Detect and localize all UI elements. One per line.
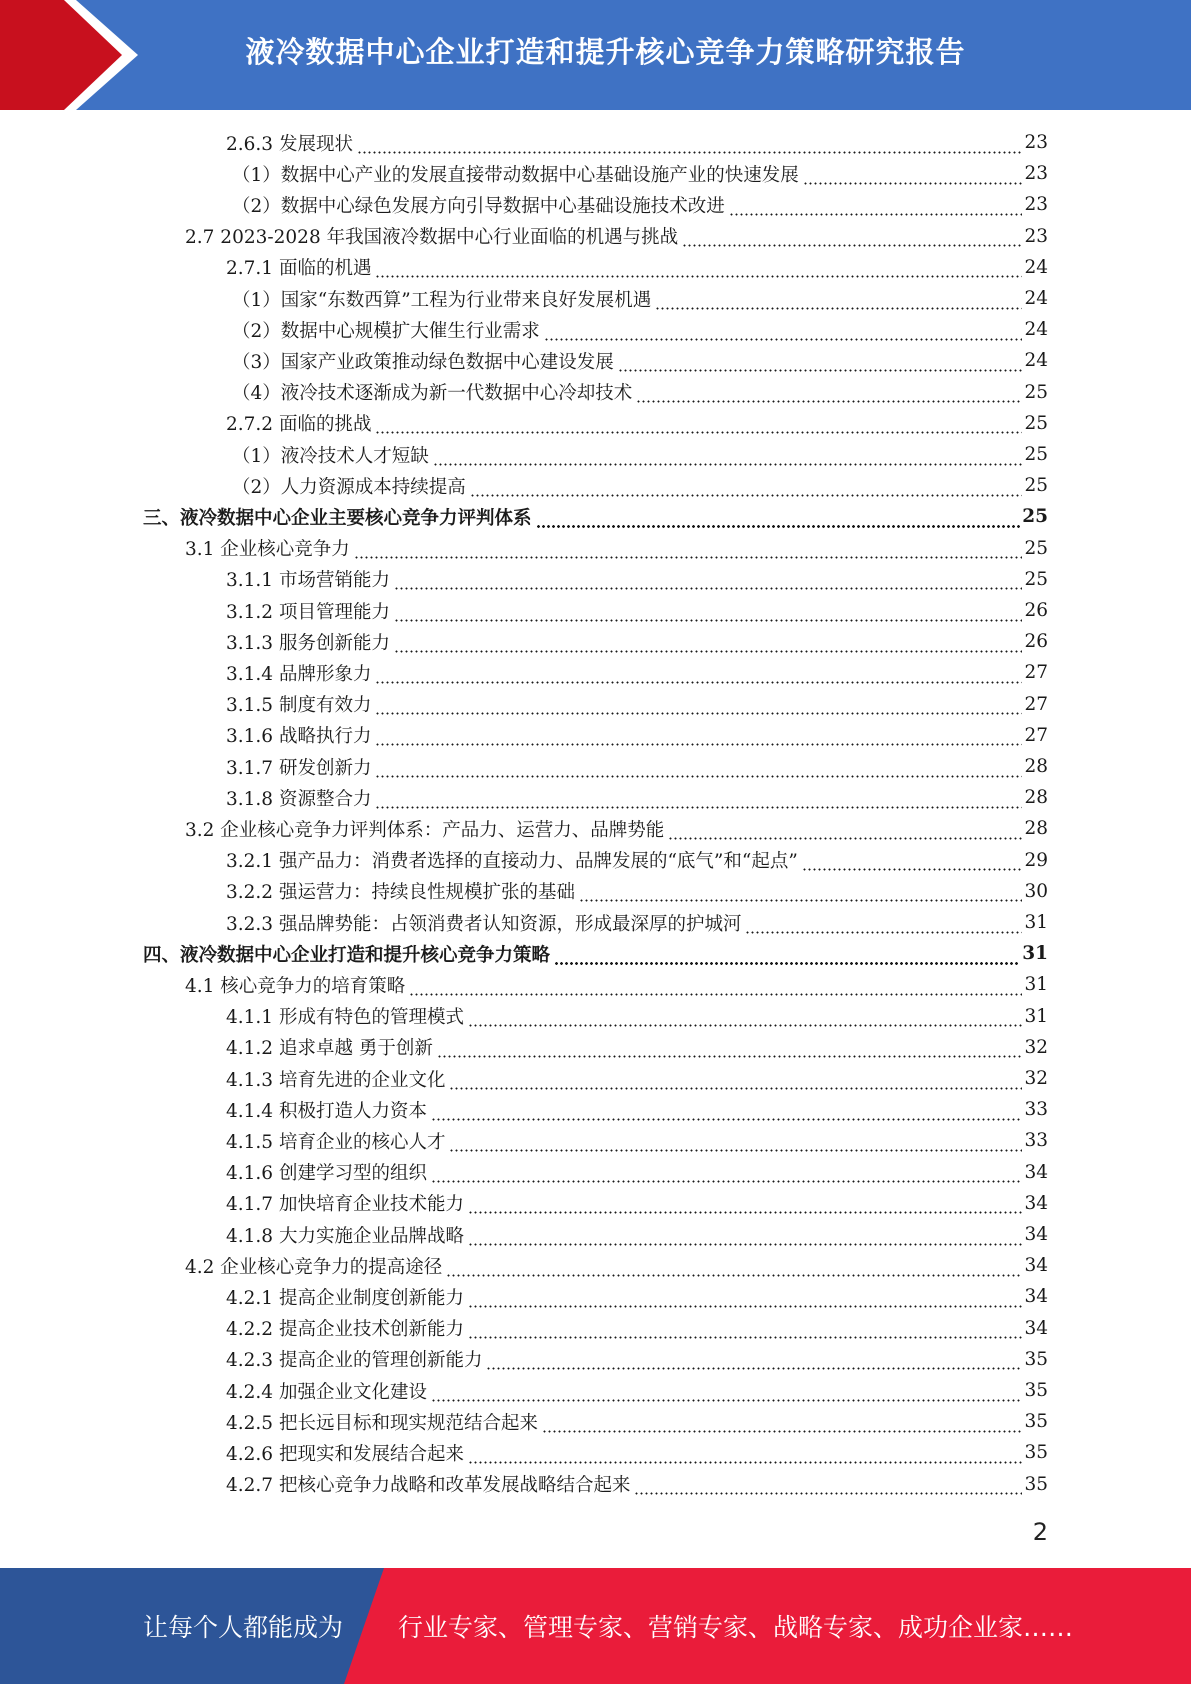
toc-entry[interactable] [226, 782, 1048, 813]
toc-entry-page: 26 [1024, 600, 1048, 621]
toc-entry-title: 4.2.5 把长远目标和现实规范结合起来 [226, 1412, 538, 1434]
toc-entry[interactable] [226, 1219, 1048, 1250]
toc-entry[interactable] [226, 1001, 1048, 1032]
toc-dot-leader [554, 946, 1020, 966]
toc-dot-leader [394, 603, 1022, 623]
toc-dot-leader [802, 852, 1023, 872]
toc-dot-leader [431, 1164, 1022, 1184]
toc-entry-title: （1）国家“东数西算”工程为行业带来良好发展机遇 [232, 289, 652, 311]
toc-dot-leader [375, 259, 1022, 279]
toc-entry[interactable] [232, 377, 1048, 408]
toc-entry-title: 3.1.2 项目管理能力 [226, 601, 390, 623]
toc-entry[interactable] [226, 845, 1048, 876]
toc-dot-leader [449, 1133, 1022, 1153]
toc-entry[interactable] [226, 252, 1048, 283]
toc-dot-leader [468, 1445, 1022, 1465]
toc-entry-page: 28 [1024, 787, 1048, 809]
toc-entry-page: 34 [1024, 1255, 1048, 1277]
toc-entry-page: 32 [1024, 1036, 1048, 1058]
toc-entry[interactable] [226, 626, 1048, 657]
toc-entry[interactable] [226, 751, 1048, 782]
toc-entry[interactable] [226, 1094, 1048, 1125]
toc-entry-title: 2.6.3 发展现状 [226, 133, 353, 155]
toc-entry-page: 34 [1024, 1161, 1048, 1183]
toc-entry[interactable] [232, 314, 1048, 345]
toc-entry-page: 23 [1024, 225, 1048, 247]
toc-entry[interactable] [226, 1344, 1048, 1375]
toc-entry[interactable] [226, 876, 1048, 907]
toc-entry-title: 3.1.6 战略执行力 [226, 726, 372, 748]
toc-entry[interactable] [226, 1375, 1048, 1406]
toc-entry-title: 4.2 企业核心竞争力的提高途径 [185, 1256, 443, 1278]
toc-entry[interactable] [143, 938, 1048, 969]
toc-entry[interactable] [232, 158, 1048, 189]
toc-entry[interactable] [226, 408, 1048, 439]
toc-dot-leader [375, 727, 1022, 747]
toc-entry-title: 2.7.1 面临的机遇 [226, 258, 372, 280]
toc-entry-title: 4.2.4 加强企业文化建设 [226, 1381, 427, 1403]
toc-dot-leader [542, 1414, 1022, 1434]
toc-dot-leader [470, 478, 1023, 498]
toc-entry-page: 24 [1024, 350, 1048, 372]
toc-entry-page: 34 [1024, 1192, 1048, 1214]
toc-entry-page: 35 [1024, 1442, 1048, 1464]
header-banner [0, 0, 1191, 110]
toc-entry[interactable] [226, 1281, 1048, 1312]
toc-entry-title: 3.1.4 品牌形象力 [226, 663, 372, 685]
toc-entry-page: 27 [1024, 724, 1048, 746]
toc-entry[interactable] [185, 533, 1048, 564]
toc-entry-page: 26 [1024, 631, 1048, 653]
toc-entry[interactable] [185, 1250, 1048, 1281]
toc-entry-page: 30 [1024, 880, 1048, 902]
toc-dot-leader [375, 665, 1022, 685]
toc-dot-leader [354, 540, 1023, 560]
toc-entry-page: 24 [1024, 256, 1048, 278]
toc-dot-leader [437, 1039, 1023, 1059]
toc-entry-page: 31 [1022, 943, 1048, 965]
toc-entry[interactable] [232, 345, 1048, 376]
toc-entry-page: 34 [1024, 1317, 1048, 1339]
toc-entry-title: （4）液冷技术逐渐成为新一代数据中心冷却技术 [232, 383, 633, 405]
toc-dot-leader [431, 1383, 1022, 1403]
toc-entry[interactable] [185, 813, 1048, 844]
toc-entry-page: 27 [1024, 693, 1048, 715]
toc-entry[interactable] [232, 283, 1048, 314]
toc-dot-leader [729, 197, 1023, 217]
toc-entry-title: 三、液冷数据中心企业主要核心竞争力评判体系 [143, 507, 532, 529]
toc-dot-leader [536, 509, 1021, 529]
toc-entry-page: 27 [1024, 662, 1048, 684]
toc-entry-page: 35 [1024, 1348, 1048, 1370]
toc-entry[interactable] [226, 1469, 1048, 1500]
toc-dot-leader [394, 634, 1022, 654]
toc-entry[interactable] [226, 657, 1048, 688]
toc-entry-title: 四、液冷数据中心企业打造和提升核心竞争力策略 [143, 944, 551, 966]
toc-entry-page: 25 [1024, 444, 1048, 465]
toc-dot-leader [468, 1320, 1022, 1340]
toc-dot-leader [803, 166, 1023, 186]
toc-entry[interactable] [226, 689, 1048, 720]
toc-entry-page: 33 [1024, 1130, 1048, 1152]
toc-entry-page: 23 [1024, 132, 1048, 153]
toc-entry[interactable] [232, 189, 1048, 220]
toc-entry-title: 3.1.7 研发创新力 [226, 757, 372, 779]
toc-entry[interactable] [226, 1063, 1048, 1094]
toc-dot-leader [468, 1195, 1022, 1215]
page-number: 2 [1032, 1518, 1048, 1546]
toc-entry[interactable] [226, 1157, 1048, 1188]
toc-entry[interactable] [226, 595, 1048, 626]
footer-banner [0, 1568, 1191, 1684]
toc-entry-title: 3.1 企业核心竞争力 [185, 539, 350, 561]
toc-dot-leader [618, 353, 1023, 373]
toc-entry-page: 28 [1024, 756, 1048, 777]
toc-dot-leader [446, 1258, 1022, 1278]
toc-entry-title: 2.7.2 面临的挑战 [226, 414, 372, 436]
toc-entry-title: 4.1.4 积极打造人力资本 [226, 1100, 427, 1122]
toc-entry-title: 4.2.3 提高企业的管理创新能力 [226, 1350, 483, 1372]
toc-entry-title: 4.1 核心竞争力的培育策略 [185, 975, 406, 997]
toc-entry-title: 3.2.2 强运营力：持续良性规模扩张的基础 [226, 882, 575, 904]
toc-entry-title: 4.2.1 提高企业制度创新能力 [226, 1287, 464, 1309]
toc-dot-leader [579, 883, 1022, 903]
toc-entry[interactable] [232, 439, 1048, 470]
toc-entry-page: 25 [1024, 381, 1048, 403]
toc-entry[interactable] [185, 221, 1048, 252]
toc-entry-page: 25 [1022, 506, 1048, 528]
toc-entry-page: 31 [1024, 912, 1048, 933]
toc-entry-title: 4.2.7 把核心竞争力战略和改革发展战略结合起来 [226, 1475, 631, 1497]
toc-entry[interactable] [226, 127, 1048, 158]
toc-entry[interactable] [226, 1406, 1048, 1437]
toc-entry-title: （2）人力资源成本持续提高 [232, 476, 466, 498]
toc-entry-page: 29 [1024, 849, 1048, 871]
toc-entry-title: 4.1.7 加快培育企业技术能力 [226, 1194, 464, 1216]
toc-dot-leader [468, 1008, 1022, 1028]
toc-entry-page: 33 [1024, 1099, 1048, 1121]
toc-entry-page: 25 [1024, 568, 1048, 590]
toc-entry[interactable] [232, 470, 1048, 501]
toc-dot-leader [636, 384, 1022, 404]
toc-entry[interactable] [226, 1437, 1048, 1468]
toc-entry-page: 34 [1024, 1224, 1048, 1245]
toc-dot-leader [375, 790, 1022, 810]
footer-slogan-right: 行业专家、管理专家、营销专家、战略专家、成功企业家…… [398, 1613, 1074, 1642]
toc-entry[interactable] [226, 720, 1048, 751]
toc-entry[interactable] [226, 1313, 1048, 1344]
toc-entry-page: 24 [1024, 288, 1048, 309]
toc-entry-page: 31 [1024, 1005, 1048, 1027]
toc-entry-title: 3.1.1 市场营销能力 [226, 570, 390, 592]
toc-dot-leader [431, 1102, 1022, 1122]
toc-entry-title: 4.1.1 形成有特色的管理模式 [226, 1007, 464, 1029]
toc-entry-title: 4.2.2 提高企业技术创新能力 [226, 1319, 464, 1341]
toc-entry-page: 28 [1024, 818, 1048, 840]
toc-entry-title: （1）液冷技术人才短缺 [232, 445, 429, 467]
toc-entry[interactable] [143, 501, 1048, 532]
toc-entry-page: 32 [1024, 1068, 1048, 1089]
toc-entry-title: 3.1.5 制度有效力 [226, 695, 372, 717]
toc-entry-title: （2）数据中心绿色发展方向引导数据中心基础设施技术改进 [232, 195, 725, 217]
report-title: 液冷数据中心企业打造和提升核心竞争力策略研究报告 [245, 34, 966, 69]
toc-entry-page: 25 [1024, 537, 1048, 559]
toc-dot-leader [357, 135, 1023, 155]
toc-entry-title: 3.1.8 资源整合力 [226, 788, 372, 810]
toc-entry-title: 4.1.6 创建学习型的组织 [226, 1163, 427, 1185]
toc-dot-leader [375, 696, 1022, 716]
toc-entry-title: 4.1.2 追求卓越 勇于创新 [226, 1038, 433, 1060]
toc-entry-page: 24 [1024, 319, 1048, 341]
toc-dot-leader [394, 571, 1022, 591]
toc-entry-title: 2.7 2023-2028 年我国液冷数据中心行业面临的机遇与挑战 [185, 227, 679, 249]
toc-entry-page: 25 [1024, 475, 1048, 497]
toc-entry-title: （2）数据中心规模扩大催生行业需求 [232, 320, 540, 342]
toc-entry-title: 3.1.3 服务创新能力 [226, 632, 390, 654]
toc-entry-title: 4.1.3 培育先进的企业文化 [226, 1069, 446, 1091]
toc-entry-page: 25 [1024, 412, 1048, 434]
toc-entry-page: 35 [1024, 1473, 1048, 1495]
toc-entry[interactable] [226, 1188, 1048, 1219]
toc-entry-title: 3.2 企业核心竞争力评判体系：产品力、运营力、品牌势能 [185, 819, 665, 841]
toc-dot-leader [468, 1289, 1022, 1309]
toc-dot-leader [682, 228, 1022, 248]
toc-entry-title: （1）数据中心产业的发展直接带动数据中心基础设施产业的快速发展 [232, 164, 799, 186]
toc-entry-title: 4.1.8 大力实施企业品牌战略 [226, 1225, 464, 1247]
toc-entry-page: 35 [1024, 1411, 1048, 1433]
toc-entry-page: 23 [1024, 163, 1048, 185]
toc-entry-title: （3）国家产业政策推动绿色数据中心建设发展 [232, 351, 614, 373]
toc-dot-leader [634, 1476, 1022, 1496]
footer-slogan-left: 让每个人都能成为 [143, 1613, 344, 1642]
toc-entry-page: 23 [1024, 194, 1048, 216]
toc-entry[interactable] [226, 564, 1048, 595]
toc-dot-leader [668, 821, 1022, 841]
toc-entry[interactable] [226, 1125, 1048, 1156]
toc-entry-title: 3.2.1 强产品力：消费者选择的直接动力、品牌发展的“底气”和“起点” [226, 851, 798, 873]
toc-dot-leader [375, 415, 1022, 435]
toc-entry-title: 4.2.6 把现实和发展结合起来 [226, 1443, 464, 1465]
toc-dot-leader [449, 1071, 1022, 1091]
toc-dot-leader [433, 447, 1023, 467]
toc-entry-title: 4.1.5 培育企业的核心人才 [226, 1131, 446, 1153]
toc-entry-page: 34 [1024, 1286, 1048, 1308]
toc-dot-leader [745, 915, 1022, 935]
toc-entry-page: 35 [1024, 1380, 1048, 1401]
toc-dot-leader [655, 291, 1022, 311]
toc-entry[interactable] [185, 969, 1048, 1000]
toc-entry[interactable] [226, 1032, 1048, 1063]
toc-entry-page: 31 [1024, 974, 1048, 996]
toc-dot-leader [486, 1351, 1022, 1371]
toc-dot-leader [468, 1227, 1022, 1247]
toc-dot-leader [375, 759, 1022, 779]
toc-dot-leader [544, 322, 1023, 342]
toc-dot-leader [409, 977, 1022, 997]
toc-entry[interactable] [226, 907, 1048, 938]
toc-entry-title: 3.2.3 强品牌势能：占领消费者认知资源，形成最深厚的护城河 [226, 913, 742, 935]
